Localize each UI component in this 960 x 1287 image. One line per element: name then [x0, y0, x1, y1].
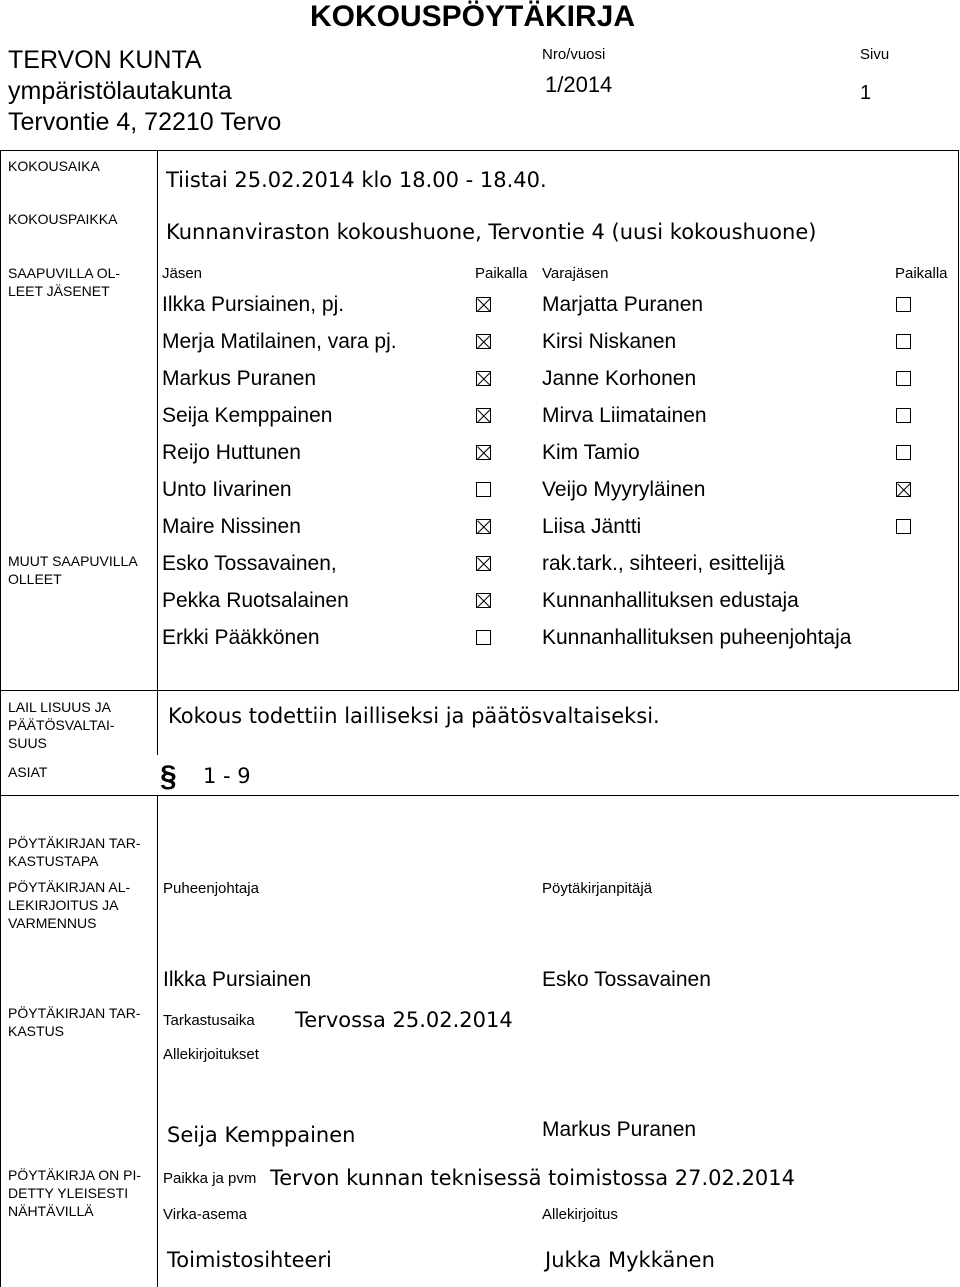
member-present-checkbox[interactable]: [476, 371, 491, 386]
other-name: Esko Tossavainen,: [162, 552, 337, 575]
place-date-label: Paikka ja pvm: [163, 1170, 257, 1187]
frame-divider-upper: [157, 150, 158, 690]
member-name: Ilkka Pursiainen, pj.: [162, 293, 345, 316]
deputy-present-checkbox[interactable]: [896, 371, 911, 386]
org-name: TERVON KUNTA: [8, 46, 202, 74]
secretary-label: Pöytäkirjanpitäjä: [542, 880, 653, 897]
meeting-place-value: Kunnanviraston kokoushuone, Tervontie 4 (uusi kokoushuone): [166, 220, 817, 244]
member-name: Unto Iivarinen: [162, 478, 292, 501]
frame-right-line: [958, 150, 959, 690]
col-present-header: Paikalla: [475, 265, 528, 282]
meeting-time-label: KOKOUSAIKA: [8, 158, 100, 174]
col-member-header: Jäsen: [162, 265, 203, 282]
deputy-name: Kirsi Niskanen: [542, 330, 677, 353]
frame-line-legality: [0, 690, 959, 691]
deputy-present-checkbox[interactable]: [896, 334, 911, 349]
position-value: Toimistosihteeri: [167, 1248, 332, 1272]
deputy-present-checkbox[interactable]: [896, 482, 911, 497]
deputy-name: Liisa Jäntti: [542, 515, 642, 538]
section-symbol: §: [160, 760, 177, 793]
deputy-present-checkbox[interactable]: [896, 408, 911, 423]
reviewer-2: Markus Puranen: [542, 1118, 697, 1141]
deputy-present-checkbox[interactable]: [896, 297, 911, 312]
attendance-label: SAAPUVILLA OL- LEET JÄSENET: [8, 265, 121, 299]
member-present-checkbox[interactable]: [476, 408, 491, 423]
review-method-label: PÖYTÄKIRJAN TAR- KASTUSTAPA: [8, 835, 141, 869]
col-deputy-present-header: Paikalla: [895, 265, 948, 282]
document-title: KOKOUSPÖYTÄKIRJA: [310, 0, 636, 33]
deputy-present-checkbox[interactable]: [896, 445, 911, 460]
other-role: Kunnanhallituksen puheenjohtaja: [542, 626, 852, 649]
review-label: PÖYTÄKIRJAN TAR- KASTUS: [8, 1005, 141, 1039]
frame-line-review: [0, 795, 959, 796]
other-present-checkbox[interactable]: [476, 556, 491, 571]
member-name: Maire Nissinen: [162, 515, 301, 538]
member-name: Markus Puranen: [162, 367, 317, 390]
member-present-checkbox[interactable]: [476, 334, 491, 349]
review-date-value: Tervossa 25.02.2014: [295, 1008, 513, 1032]
frame-left-line: [0, 150, 1, 1287]
frame-divider-lower: [157, 795, 158, 1287]
other-present-checkbox[interactable]: [476, 593, 491, 608]
org-address: Tervontie 4, 72210 Tervo: [8, 108, 282, 136]
member-name: Seija Kemppainen: [162, 404, 333, 427]
col-deputy-header: Varajäsen: [542, 265, 609, 282]
legality-value: Kokous todettiin lailliseksi ja päätösvaltaiseksi.: [168, 704, 660, 728]
page-label: Sivu: [860, 46, 890, 63]
signature-label: Allekirjoitus: [542, 1206, 618, 1223]
member-present-checkbox[interactable]: [476, 482, 491, 497]
member-name: Reijo Huttunen: [162, 441, 301, 464]
deputy-name: Marjatta Puranen: [542, 293, 704, 316]
meeting-time-value: Tiistai 25.02.2014 klo 18.00 - 18.40.: [166, 168, 547, 192]
other-role: Kunnanhallituksen edustaja: [542, 589, 799, 612]
signatures-label: Allekirjoitukset: [163, 1046, 259, 1063]
secretary-name: Esko Tossavainen: [542, 968, 711, 991]
place-date-value: Tervon kunnan teknisessä toimistossa 27.02.2014: [270, 1166, 796, 1190]
matters-value: 1 - 9: [203, 764, 251, 788]
others-label: MUUT SAAPUVILLA OLLEET: [8, 553, 138, 587]
publication-label: PÖYTÄKIRJA ON PI- DETTY YLEISESTI NÄHTÄVILLÄ: [8, 1167, 142, 1219]
other-name: Pekka Ruotsalainen: [162, 589, 349, 612]
org-unit: ympäristölautakunta: [8, 77, 232, 105]
deputy-name: Mirva Liimatainen: [542, 404, 707, 427]
chair-label: Puheenjohtaja: [163, 880, 259, 897]
deputy-present-checkbox[interactable]: [896, 519, 911, 534]
deputy-name: Janne Korhonen: [542, 367, 697, 390]
page-value: 1: [860, 82, 872, 104]
deputy-name: Kim Tamio: [542, 441, 640, 464]
publication-signer: Jukka Mykkänen: [545, 1248, 715, 1272]
member-name: Merja Matilainen, vara pj.: [162, 330, 397, 353]
deputy-name: Veijo Myyryläinen: [542, 478, 706, 501]
member-present-checkbox[interactable]: [476, 519, 491, 534]
member-present-checkbox[interactable]: [476, 297, 491, 312]
position-label: Virka-asema: [163, 1206, 247, 1223]
other-present-checkbox[interactable]: [476, 630, 491, 645]
other-role: rak.tark., sihteeri, esittelijä: [542, 552, 785, 575]
frame-divider-legality: [157, 690, 158, 755]
signing-label: PÖYTÄKIRJAN AL- LEKIRJOITUS JA VARMENNUS: [8, 879, 131, 931]
review-date-label: Tarkastusaika: [163, 1012, 255, 1029]
other-name: Erkki Pääkkönen: [162, 626, 320, 649]
chair-name: Ilkka Pursiainen: [163, 968, 312, 991]
nro-label: Nro/vuosi: [542, 46, 606, 63]
member-present-checkbox[interactable]: [476, 445, 491, 460]
reviewer-1: Seija Kemppainen: [167, 1123, 356, 1147]
frame-top-line: [0, 150, 959, 151]
meeting-place-label: KOKOUSPAIKKA: [8, 211, 118, 227]
matters-label: ASIAT: [8, 764, 48, 780]
nro-value: 1/2014: [545, 72, 613, 97]
legality-label: LAIL LISUUS JA PÄÄTÖSVALTAI- SUUS: [8, 699, 115, 751]
